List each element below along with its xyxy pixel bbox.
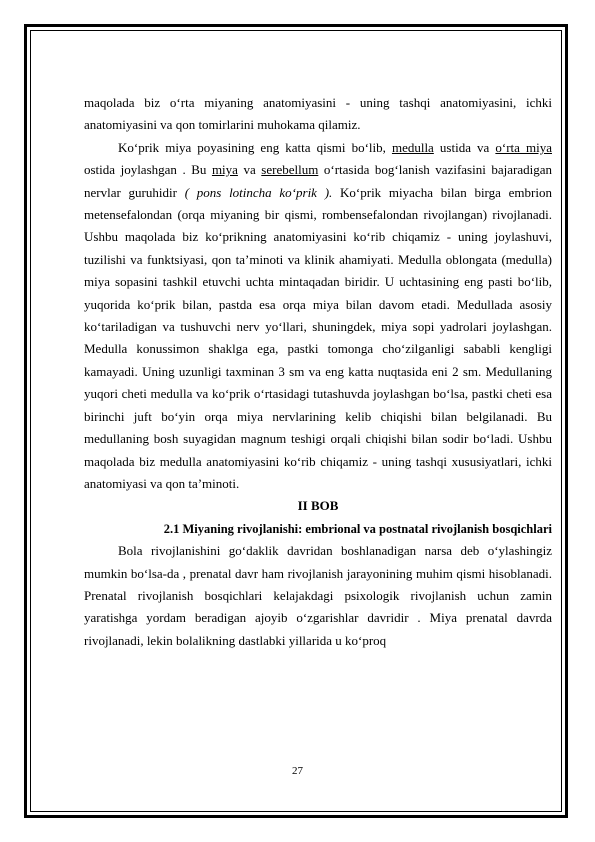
link-orta-miya[interactable]: o‘rta miya [495, 139, 552, 155]
link-serebellum[interactable]: serebellum [261, 162, 319, 178]
text-segment: ustida va [433, 139, 496, 155]
page-body [84, 92, 552, 652]
chapter-title: II BOB [297, 498, 339, 514]
section-title: 2.1 Miyaning rivojlanishi: embrional va postnatal rivojlanish bosqichlari [163, 521, 552, 536]
page-number: 27 [292, 765, 303, 777]
text-segment: o‘rtasida bog‘lanish vazifasini bajaradigan nervlar guruhidir [84, 162, 552, 200]
intro-paragraph: maqolada biz o‘rta miyaning anatomiyasini - uning tashqi anatomiyasini, ichki anatomiyasini va qon tomirlarini muhokama qilamiz. [84, 95, 552, 133]
link-miya[interactable]: miya [211, 162, 238, 178]
text-segment: ostida joylashgan . Bu [84, 162, 212, 178]
text-segment: Ko‘prik miyacha bilan birga embrion metensefalondan (orqa miyaning bir qismi, rombensefalondan rivojlangan) rivojlanadi. Ushbu maqolada biz ko‘prikning anatomiyasini ko‘rib chiqamiz - uning joylashuvi, tuzilishi va funktsiyasi, qon ta’minoti va klinik ahamiyati. Medulla oblongata (medulla) miya sopasini tashkil etuvchi uchta mintaqadan biridir. U uchtasining eng pasti bo‘lib, yuqorida ko‘prik bilan, pastda esa orqa miya bilan davom etadi. Medullada asosiy ko‘tariladigan va tushuvchi nerv yo‘llari, shuningdek, miya sopi yadrolari joylashgan. Medulla konussimon shaklga ega, pastki tomonga cho‘zilganligi sababli kengligi kamayadi. Uning uzunligi taxminan 3 sm va eng katta nuqtasida eni 2 sm. Medullaning yuqori cheti medulla va ko‘prik o‘rtasidagi tutashuvda joylashgan bo‘lsa, pastki cheti esa birinchi juft bo‘yin orqa miya nervlarining kelib chiqishi bilan belgilanadi. Bu medullaning bosh suyagidan magnum teshigi orqali chiqishi bilan sodir bo‘ladi. Ushbu maqolada biz medulla anatomiyasini ko‘rib chiqamiz - uning tashqi xususiyatlari, ichki anatomiyasi va qon ta’minoti. [84, 184, 552, 491]
link-medulla[interactable]: medulla [391, 139, 434, 155]
text-segment: Ko‘prik miya poyasining eng katta qismi bo‘lib, [118, 139, 392, 155]
text-segment: va [237, 162, 262, 178]
development-paragraph: Bola rivojlanishini go‘daklik davridan boshlanadigan narsa deb o‘ylashingiz mumkin bo‘lsa-da , prenatal davr ham rivojlanish jarayonining muhim qismi hisoblanadi. Prenatal rivojlanish bosqichlari kelajakdagi psixologik rivojlanish uchun zamin yaratishga yordam beradigan ajoyib o‘zgarishlar davridir . Miya prenatal davrda rivojlanadi, lekin bolalikning dastlabki yillarida u ko‘proq [84, 543, 552, 648]
pons-paragraph [84, 137, 552, 496]
pons-latin-note: ( pons lotincha ko‘prik ). [184, 184, 333, 200]
